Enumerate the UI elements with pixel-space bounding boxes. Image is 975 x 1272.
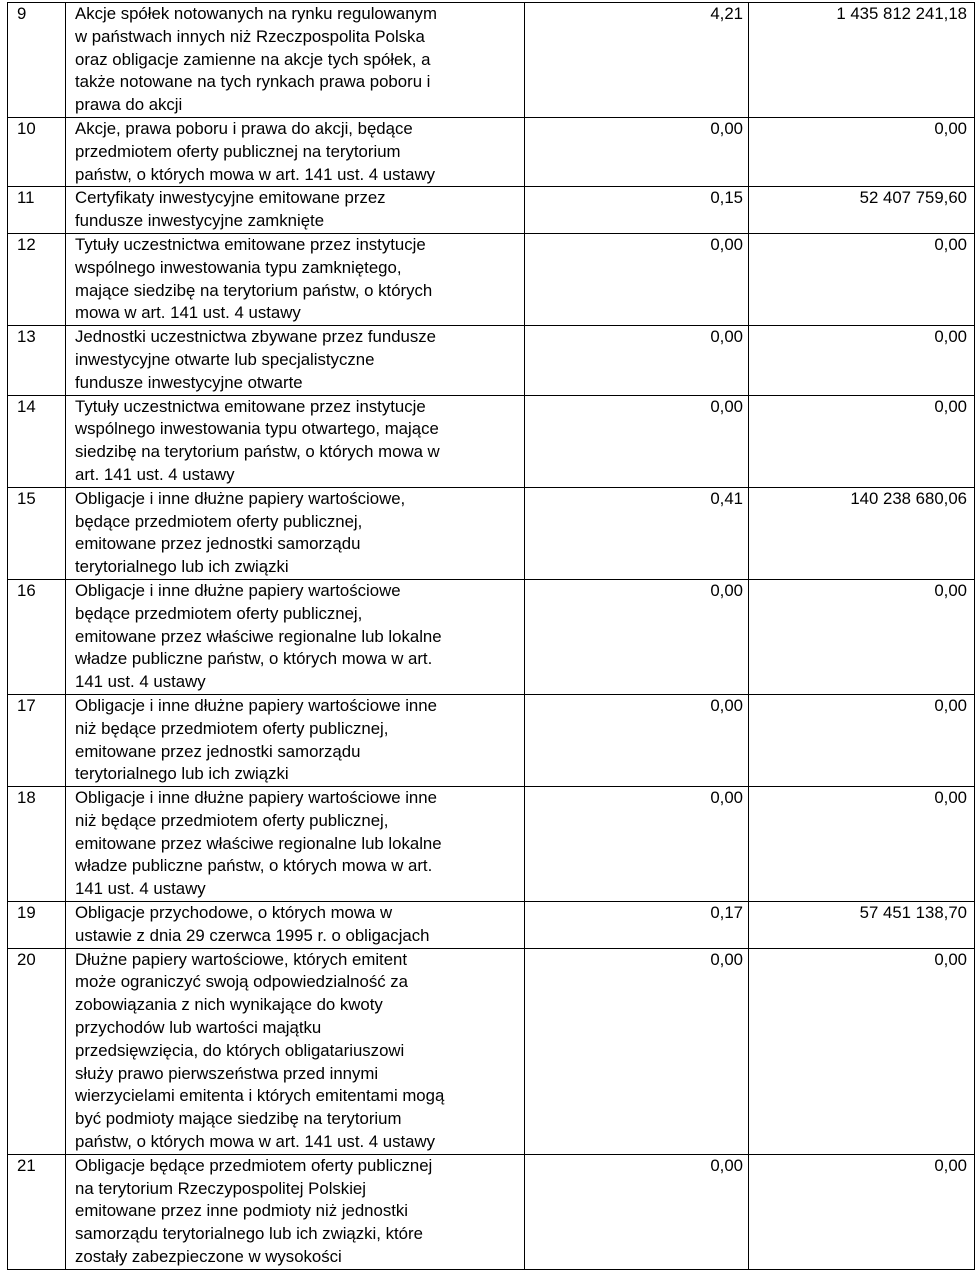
description-line: art. 141 ust. 4 ustawy [75,464,235,484]
row-value: 0,00 [749,579,975,694]
description-line: władze publiczne państw, o których mowa w art. [75,649,433,669]
table-row [8,117,975,186]
row-percentage: 0,15 [525,187,749,234]
row-number: 17 [8,694,66,786]
description-line: może ograniczyć swoją odpowiedzialność za [75,972,408,992]
row-percentage: 0,41 [525,487,749,579]
description-line: Obligacje i inne dłużne papiery wartościowe inne [75,788,437,808]
description-line: państw, o których mowa w art. 141 ust. 4 ustawy [75,164,436,184]
description-line: przedsięwzięcia, do których obligatariuszowi [75,1040,405,1060]
description-line: Obligacje przychodowe, o których mowa w [75,903,393,923]
row-description [66,787,525,902]
description-line: emitowane przez właściwe regionalne lub lokalne [75,833,442,853]
row-value: 0,00 [749,1154,975,1269]
row-percentage: 0,00 [525,948,749,1154]
row-description [66,902,525,949]
row-percentage: 0,00 [525,233,749,325]
table-row [8,3,975,118]
description-line: także notowane na tych rynkach prawa poboru i [75,72,431,92]
row-description [66,579,525,694]
row-value: 0,00 [749,787,975,902]
document-page [7,2,967,1270]
table-row [8,948,975,1154]
row-value: 0,00 [749,326,975,395]
description-line: przedmiotem oferty publicznej na terytorium [75,141,401,161]
description-line: inwestycyjne otwarte lub specjalistyczne [75,349,375,369]
description-line: zobowiązania z nich wynikające do kwoty [75,995,383,1015]
row-percentage: 0,17 [525,902,749,949]
table-row [8,787,975,902]
row-number: 14 [8,395,66,487]
row-percentage: 0,00 [525,1154,749,1269]
row-number: 20 [8,948,66,1154]
table-row [8,187,975,234]
description-line: Akcje, prawa poboru i prawa do akcji, będące [75,118,413,138]
row-value: 0,00 [749,117,975,186]
description-line: będące przedmiotem oferty publicznej, [75,511,363,531]
description-line: wspólnego inwestowania typu zamkniętego, [75,257,402,277]
description-line: zostały zabezpieczone w wysokości [75,1247,342,1267]
row-number: 12 [8,233,66,325]
row-percentage: 0,00 [525,117,749,186]
description-line: terytorialnego lub ich związki [75,764,289,784]
description-line: Certyfikaty inwestycyjne emitowane przez [75,188,386,208]
description-line: Jednostki uczestnictwa zbywane przez fundusze [75,327,436,347]
description-line: przychodów lub wartości majątku [75,1018,322,1038]
description-line: w państwach innych niż Rzeczpospolita Polska [75,26,425,46]
description-line: Obligacje i inne dłużne papiery wartościowe [75,580,401,600]
row-number: 9 [8,3,66,118]
row-description [66,1154,525,1269]
description-line: wierzycielami emitenta i których emitentami mogą [75,1086,445,1106]
row-percentage: 0,00 [525,579,749,694]
description-line: emitowane przez jednostki samorządu [75,534,361,554]
description-line: będące przedmiotem oferty publicznej, [75,603,363,623]
description-line: Dłużne papiery wartościowe, których emitent [75,949,408,969]
description-line: wspólnego inwestowania typu otwartego, mające [75,419,439,439]
row-value: 0,00 [749,694,975,786]
row-number: 18 [8,787,66,902]
description-line: niż będące przedmiotem oferty publicznej, [75,718,389,738]
description-line: emitowane przez inne podmioty niż jednostki [75,1201,409,1221]
description-line: władze publiczne państw, o których mowa w art. [75,856,433,876]
row-value: 140 238 680,06 [749,487,975,579]
description-line: Tytuły uczestnictwa emitowane przez instytucje [75,396,426,416]
row-number: 13 [8,326,66,395]
description-line: na terytorium Rzeczypospolitej Polskiej [75,1178,366,1198]
row-value: 52 407 759,60 [749,187,975,234]
row-description [66,948,525,1154]
row-number: 21 [8,1154,66,1269]
description-line: mowa w art. 141 ust. 4 ustawy [75,303,301,323]
row-value: 57 451 138,70 [749,902,975,949]
description-line: Obligacje i inne dłużne papiery wartościowe, [75,488,406,508]
table-row [8,395,975,487]
row-description [66,117,525,186]
row-percentage: 0,00 [525,395,749,487]
table-row [8,902,975,949]
description-line: fundusze inwestycyjne zamknięte [75,211,325,231]
description-line: emitowane przez jednostki samorządu [75,741,361,761]
row-value: 1 435 812 241,18 [749,3,975,118]
row-number: 16 [8,579,66,694]
description-line: Tytuły uczestnictwa emitowane przez instytucje [75,234,426,254]
description-line: być podmioty mające siedzibę na terytorium [75,1109,402,1129]
description-line: oraz obligacje zamienne na akcje tych spółek, a [75,49,431,69]
row-description [66,187,525,234]
row-percentage: 4,21 [525,3,749,118]
description-line: ustawie z dnia 29 czerwca 1995 r. o obligacjach [75,925,430,945]
description-line: mające siedzibę na terytorium państw, o których [75,280,433,300]
description-line: fundusze inwestycyjne otwarte [75,372,303,392]
row-value: 0,00 [749,395,975,487]
description-line: Akcje spółek notowanych na rynku regulowanym [75,4,437,23]
row-value: 0,00 [749,233,975,325]
description-line: niż będące przedmiotem oferty publicznej, [75,810,389,830]
description-line: służy prawo pierwszeństwa przed innymi [75,1063,379,1083]
description-line: 141 ust. 4 ustawy [75,672,206,692]
row-description [66,3,525,118]
table-row [8,1154,975,1269]
description-line: 141 ust. 4 ustawy [75,879,206,899]
row-number: 19 [8,902,66,949]
row-number: 11 [8,187,66,234]
investment-table [7,2,975,1270]
row-value: 0,00 [749,948,975,1154]
table-row [8,326,975,395]
row-description [66,487,525,579]
row-percentage: 0,00 [525,787,749,902]
table-body [8,3,975,1270]
description-line: państw, o których mowa w art. 141 ust. 4 ustawy [75,1132,436,1152]
row-percentage: 0,00 [525,694,749,786]
table-row [8,233,975,325]
row-description [66,694,525,786]
description-line: siedzibę na terytorium państw, o których mowa w [75,442,440,462]
description-line: Obligacje i inne dłużne papiery wartościowe inne [75,695,437,715]
description-line: Obligacje będące przedmiotem oferty publicznej [75,1155,433,1175]
row-description [66,326,525,395]
description-line: samorządu terytorialnego lub ich związki, które [75,1224,423,1244]
table-row [8,694,975,786]
table-row [8,579,975,694]
row-number: 10 [8,117,66,186]
description-line: terytorialnego lub ich związki [75,557,289,577]
description-line: emitowane przez właściwe regionalne lub lokalne [75,626,442,646]
row-number: 15 [8,487,66,579]
row-description [66,233,525,325]
row-description [66,395,525,487]
description-line: prawa do akcji [75,95,183,115]
row-percentage: 0,00 [525,326,749,395]
table-row [8,487,975,579]
